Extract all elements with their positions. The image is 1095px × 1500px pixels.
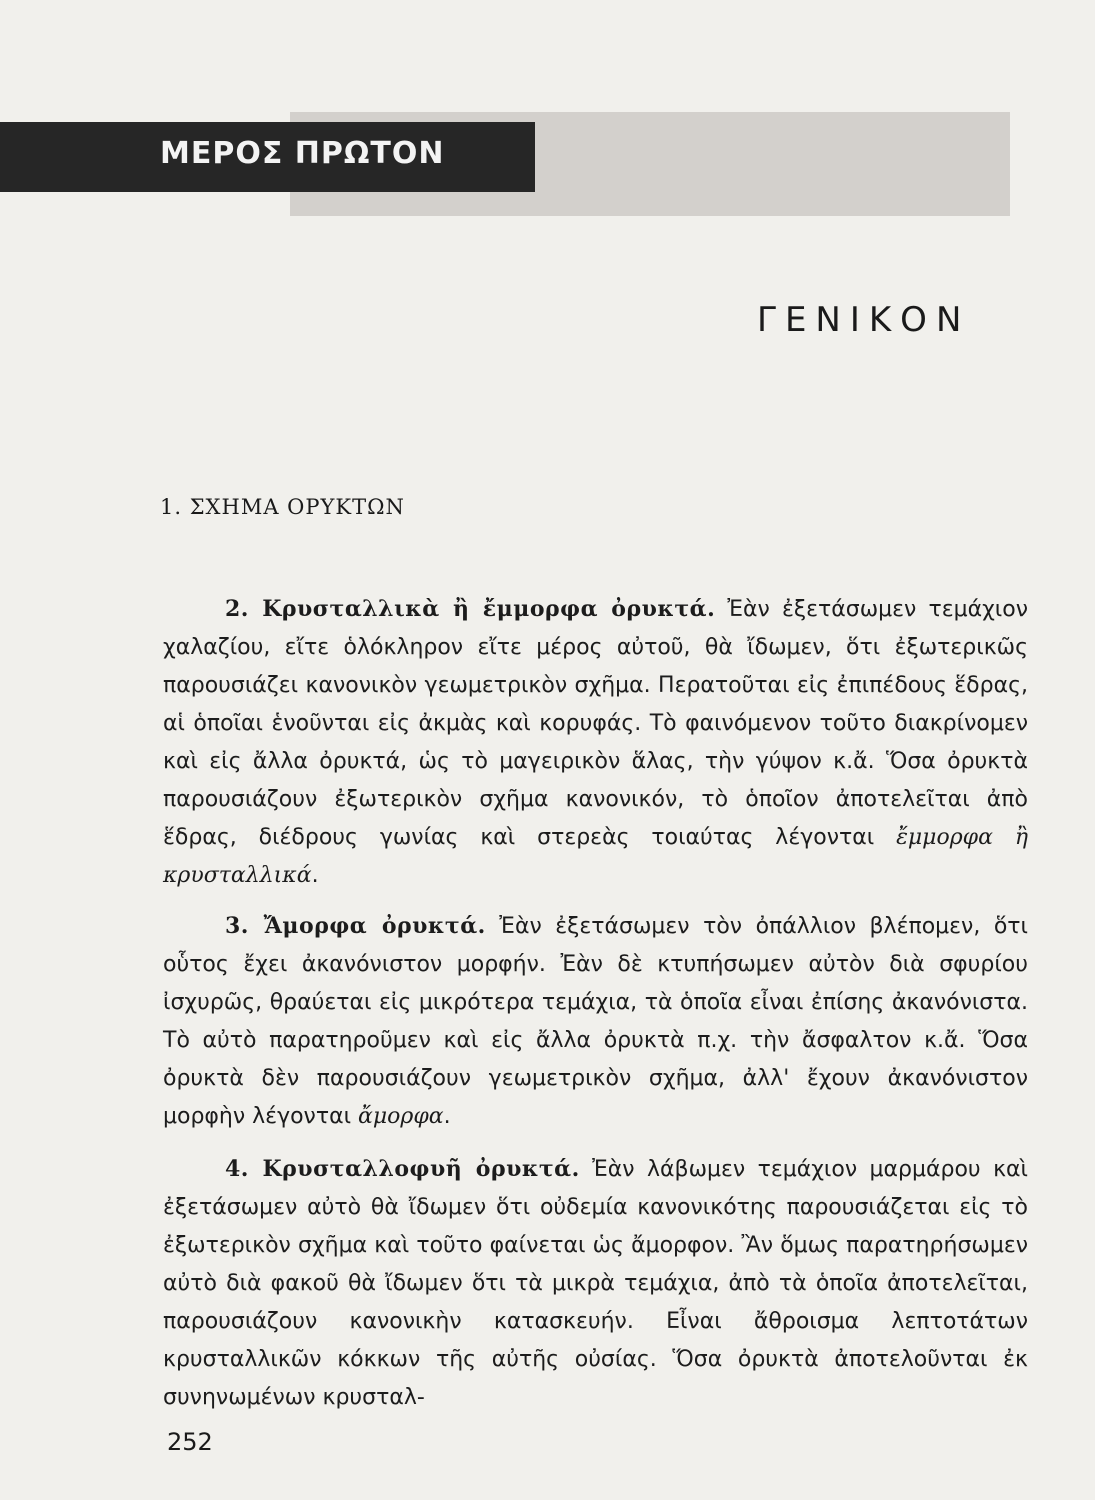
paragraph-body: Ἐὰν λάβωμεν τεμάχιον μαρμάρου καὶ ἐξετάσωμεν αὐτὸ θὰ ἴδωμεν ὅτι οὐδεμία κανονικότης παρουσιάζεται εἰς τὸ ἐξωτερικὸν σχῆμα καὶ τοῦτο φαίνεται ὡς ἄμορφον. Ἂν ὅμως παρατηρήσωμεν αὐτὸ διὰ φακοῦ θὰ ἴδωμεν ὅτι τὰ μικρὰ τεμάχια, ἀπὸ τὰ ὁποῖα ἀποτελεῖται, παρουσιάζουν κανονικὴν κατασκευήν. Εἶναι ἄθροισμα λεπτοτάτων κρυσταλλικῶν κόκκων τῆς αὐτῆς οὐσίας. Ὅσα ὀρυκτὰ ἀποτελοῦνται ἐκ συνηνωμένων κρυσταλ- (163, 1157, 1028, 1410)
chapter-heading: ΓΕΝΙΚΟΝ (757, 300, 971, 340)
part-banner-text: ΜΕΡΟΣ ΠΡΩΤΟΝ (160, 136, 445, 171)
paragraph-body: Ἐὰν ἐξετάσωμεν τὸν ὀπάλλιον βλέπομεν, ὅτι οὗτος ἔχει ἀκανόνιστον μορφήν. Ἐὰν δὲ κτυπήσωμεν αὐτὸν διὰ σφυρίου ἰσχυρῶς, θραύεται εἰς μικρότερα τεμάχια, τὰ ὁποῖα εἶναι ἐπίσης ἀκανόνιστα. Τὸ αὐτὸ παρατηροῦμεν καὶ εἰς ἄλλα ὀρυκτὰ π.χ. τὴν ἄσφαλτον κ.ἄ. Ὅσα ὀρυκτὰ δὲν παρουσιάζουν γεωμετρικὸν σχῆμα, ἀλλ' ἔχουν ἀκανόνιστον μορφὴν λέγονται (163, 914, 1028, 1129)
paragraph-heading: 4. Κρυσταλλοφυῆ ὀρυκτά. (225, 1156, 580, 1182)
paragraph-emphasis: ἄμορφα (358, 1104, 444, 1129)
paragraph-crystallophyte (163, 1150, 1028, 1417)
paragraph-crystalline (163, 590, 1028, 895)
paragraph-tail: . (311, 863, 319, 888)
section-title: 1. ΣΧΗΜΑ ΟΡΥΚΤΩΝ (160, 495, 405, 519)
paragraph-tail: . (443, 1104, 451, 1129)
paragraph-emphasis: ἔμμορφα ἢ κρυσταλλικά (163, 825, 1028, 888)
paragraph-heading: 2. Κρυσταλλικὰ ἢ ἔμμορφα ὀρυκτά. (225, 596, 716, 622)
paragraph-heading: 3. Ἄμορφα ὀρυκτά. (225, 913, 486, 939)
paragraph-amorphous (163, 907, 1028, 1136)
page-number: 252 (167, 1428, 213, 1456)
paragraph-body: Ἐὰν ἐξετάσωμεν τεμάχιον χαλαζίου, εἴτε ὁλόκληρον εἴτε μέρος αὐτοῦ, θὰ ἴδωμεν, ὅτι ἐξωτερικῶς παρουσιάζει κανονικὸν γεωμετρικὸν σχῆμα. Περατοῦται εἰς ἐπιπέδους ἕδρας, αἱ ὁποῖαι ἑνοῦνται εἰς ἀκμὰς καὶ κορυφάς. Τὸ φαινόμενον τοῦτο διακρίνομεν καὶ εἰς ἄλλα ὀρυκτά, ὡς τὸ μαγειρικὸν ἅλας, τὴν γύψον κ.ἄ. Ὅσα ὀρυκτὰ παρουσιάζουν ἐξωτερικὸν σχῆμα κανονικόν, τὸ ὁποῖον ἀποτελεῖται ἀπὸ ἕδρας, διέδρους γωνίας καὶ στερεὰς τοιαύτας λέγονται (163, 597, 1029, 850)
